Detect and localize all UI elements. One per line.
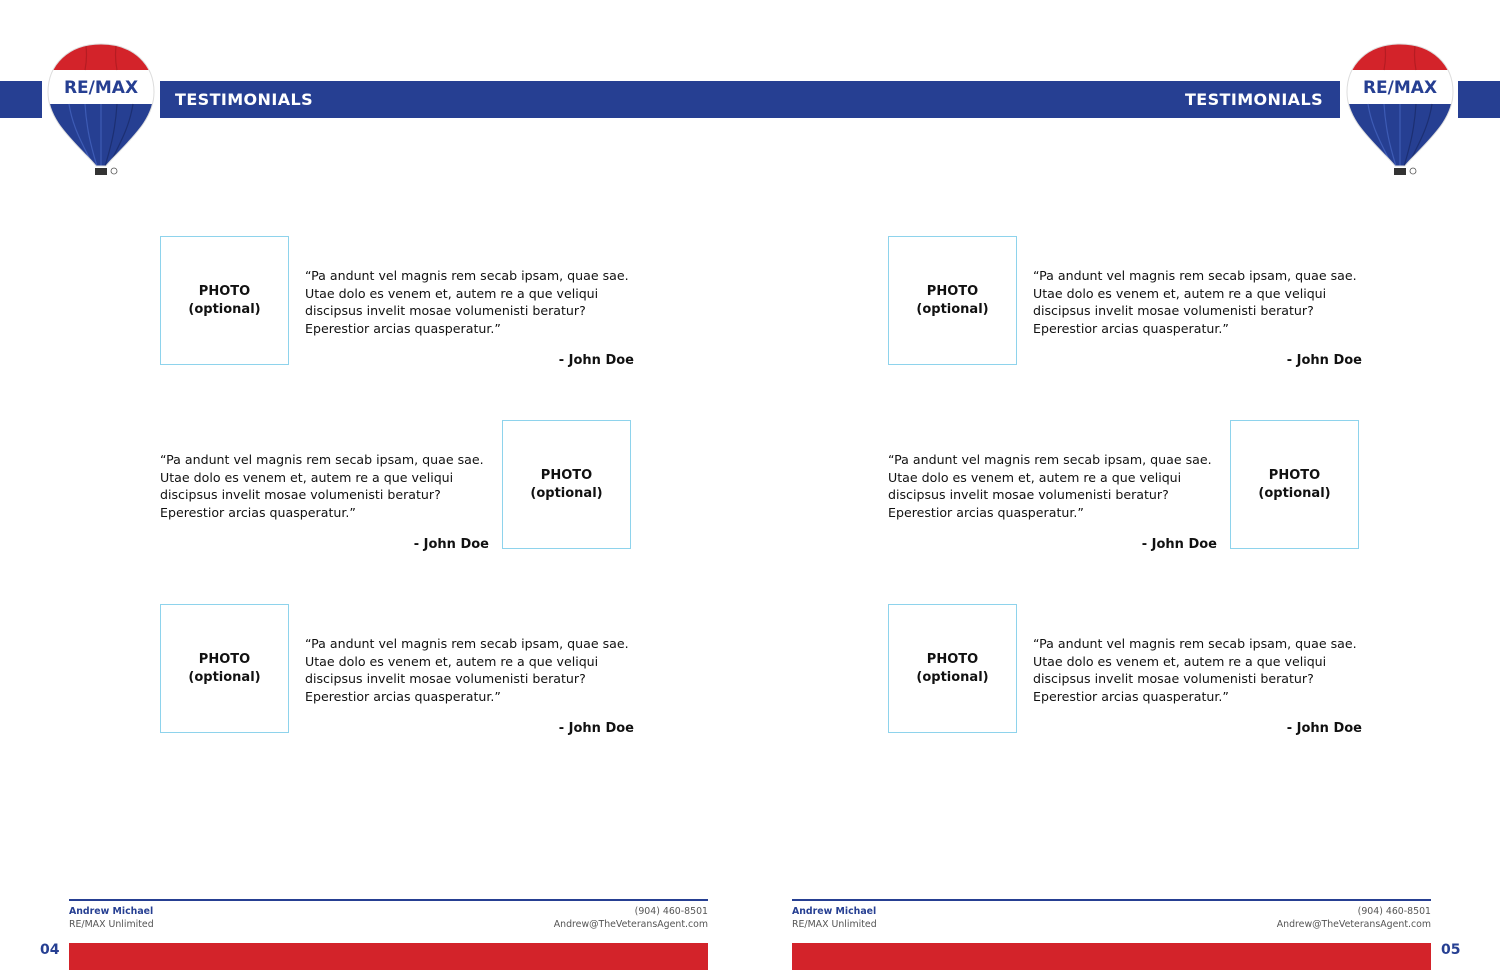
testimonial-author: - John Doe	[1141, 537, 1217, 552]
footer-red-bar	[69, 943, 708, 970]
testimonial-quote: “Pa andunt vel magnis rem secab ipsam, quae sae. Utae dolo es venem et, autem re a que veliqui discipsus invelit mosae volumenisti beratur? Eperestior arcias quasperatur.”	[1033, 636, 1357, 704]
testimonial-quote: “Pa andunt vel magnis rem secab ipsam, quae sae. Utae dolo es venem et, autem re a que veliqui discipsus invelit mosae volumenisti beratur? Eperestior arcias quasperatur.”	[888, 452, 1212, 520]
testimonial-author: - John Doe	[413, 537, 489, 552]
photo-label: PHOTO	[1268, 467, 1321, 483]
logo-wordmark: RE/MAX	[63, 78, 139, 98]
photo-optional-label: (optional)	[530, 485, 603, 501]
photo-label: PHOTO	[540, 467, 593, 483]
agent-phone: (904) 460-8501	[1357, 906, 1431, 917]
testimonial-quote: “Pa andunt vel magnis rem secab ipsam, quae sae. Utae dolo es venem et, autem re a que veliqui discipsus invelit mosae volumenisti beratur? Eperestior arcias quasperatur.”	[305, 636, 629, 704]
agent-name: Andrew Michael	[792, 906, 877, 917]
photo-optional-label: (optional)	[188, 301, 261, 317]
testimonial-quote: “Pa andunt vel magnis rem secab ipsam, quae sae. Utae dolo es venem et, autem re a que veliqui discipsus invelit mosae volumenisti beratur? Eperestior arcias quasperatur.”	[305, 268, 629, 336]
agent-email: Andrew@TheVeteransAgent.com	[1276, 919, 1431, 930]
photo-optional-label: (optional)	[188, 669, 261, 685]
footer-rule	[792, 899, 1431, 901]
page-number: 05	[1441, 942, 1461, 958]
header-band-right-stub	[1458, 81, 1500, 118]
photo-label: PHOTO	[198, 651, 251, 667]
photo-optional-label: (optional)	[1258, 485, 1331, 501]
page-title: TESTIMONIALS	[175, 90, 314, 109]
testimonial-author: - John Doe	[1286, 353, 1362, 368]
photo-label: PHOTO	[926, 283, 979, 299]
photo-placeholder	[502, 420, 631, 549]
agent-phone: (904) 460-8501	[634, 906, 708, 917]
photo-label: PHOTO	[926, 651, 979, 667]
remax-balloon-logo	[45, 40, 157, 180]
testimonial-author: - John Doe	[558, 721, 634, 736]
photo-placeholder	[160, 604, 289, 733]
testimonial-quote: “Pa andunt vel magnis rem secab ipsam, quae sae. Utae dolo es venem et, autem re a que veliqui discipsus invelit mosae volumenisti beratur? Eperestior arcias quasperatur.”	[1033, 268, 1357, 336]
agent-email: Andrew@TheVeteransAgent.com	[553, 919, 708, 930]
footer-red-bar	[792, 943, 1431, 970]
page-number: 04	[40, 942, 60, 958]
page-right	[750, 0, 1500, 971]
photo-placeholder	[888, 236, 1017, 365]
header-band-left-stub	[0, 81, 42, 118]
photo-optional-label: (optional)	[916, 669, 989, 685]
photo-optional-label: (optional)	[916, 301, 989, 317]
agent-company: RE/MAX Unlimited	[792, 919, 877, 930]
page-title: TESTIMONIALS	[1184, 90, 1323, 109]
agent-company: RE/MAX Unlimited	[69, 919, 154, 930]
photo-placeholder	[1230, 420, 1359, 549]
photo-placeholder	[888, 604, 1017, 733]
footer-rule	[69, 899, 708, 901]
agent-name: Andrew Michael	[69, 906, 154, 917]
testimonial-quote: “Pa andunt vel magnis rem secab ipsam, quae sae. Utae dolo es venem et, autem re a que veliqui discipsus invelit mosae volumenisti beratur? Eperestior arcias quasperatur.”	[160, 452, 484, 520]
testimonial-author: - John Doe	[558, 353, 634, 368]
remax-balloon-logo	[1344, 40, 1456, 180]
photo-placeholder	[160, 236, 289, 365]
photo-label: PHOTO	[198, 283, 251, 299]
logo-wordmark: RE/MAX	[1362, 78, 1438, 98]
testimonial-author: - John Doe	[1286, 721, 1362, 736]
